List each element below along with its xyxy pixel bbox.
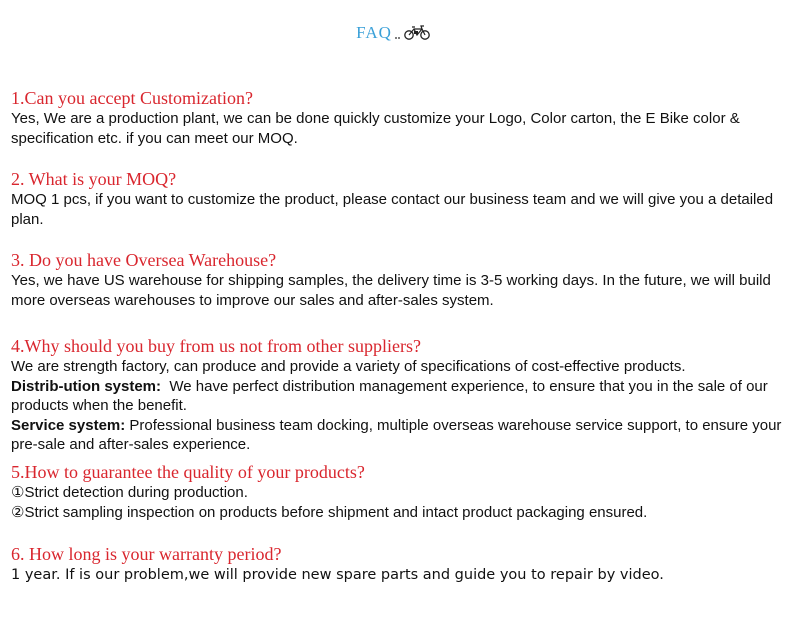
answer-4-service — [11, 416, 783, 455]
faq-header — [0, 22, 790, 50]
faq-item-3 — [11, 250, 783, 310]
distribution-text: We have perfect distribution management experience, to ensure that you in the sale of our products when the benefit. — [11, 377, 768, 414]
answer-6: 1 year. If is our problem,we will provide new spare parts and guide you to repair by video. — [11, 567, 664, 583]
question-5: 5.How to guarantee the quality of your products? — [11, 462, 365, 482]
answer-1: Yes, We are a production plant, we can be done quickly customize your Logo, Color carton, the E Bike color & specification etc. if you can meet our MOQ. — [11, 110, 740, 147]
question-4: 4.Why should you buy from us not from other suppliers? — [11, 336, 421, 356]
bicycle-icon — [394, 23, 434, 43]
answer-2: MOQ 1 pcs, if you want to customize the product, please contact our business team and we will give you a detailed plan. — [11, 191, 774, 228]
faq-title: FAQ — [356, 23, 392, 42]
faq-item-5 — [11, 462, 783, 522]
faq-item-1 — [11, 88, 783, 148]
question-6: 6. How long is your warranty period? — [11, 544, 282, 564]
faq-item-2 — [11, 169, 783, 229]
question-2: 2. What is your MOQ? — [11, 169, 177, 189]
question-1: 1.Can you accept Customization? — [11, 88, 253, 108]
service-label: Service system: — [11, 416, 126, 434]
answer-5-point-1: ①Strict detection during production. — [11, 484, 248, 501]
service-text: Professional business team docking, multiple overseas warehouse service support, to ensure your pre-sale and after-sales experience. — [11, 416, 782, 453]
answer-5-point-2: ②Strict sampling inspection on products before shipment and intact product packaging ensured. — [11, 503, 648, 521]
distribution-label: Distrib-ution system: — [11, 377, 162, 395]
answer-4-intro: We are strength factory, can produce and provide a variety of specifications of cost-effective products. — [11, 358, 686, 375]
answer-4-distribution — [11, 377, 783, 416]
answer-3: Yes, we have US warehouse for shipping samples, the delivery time is 3-5 working days. In the future, we will build more overseas warehouses to improve our sales and after-sales system. — [11, 272, 771, 309]
question-3: 3. Do you have Oversea Warehouse? — [11, 250, 277, 270]
faq-item-6 — [11, 544, 783, 585]
faq-item-4 — [11, 336, 783, 455]
